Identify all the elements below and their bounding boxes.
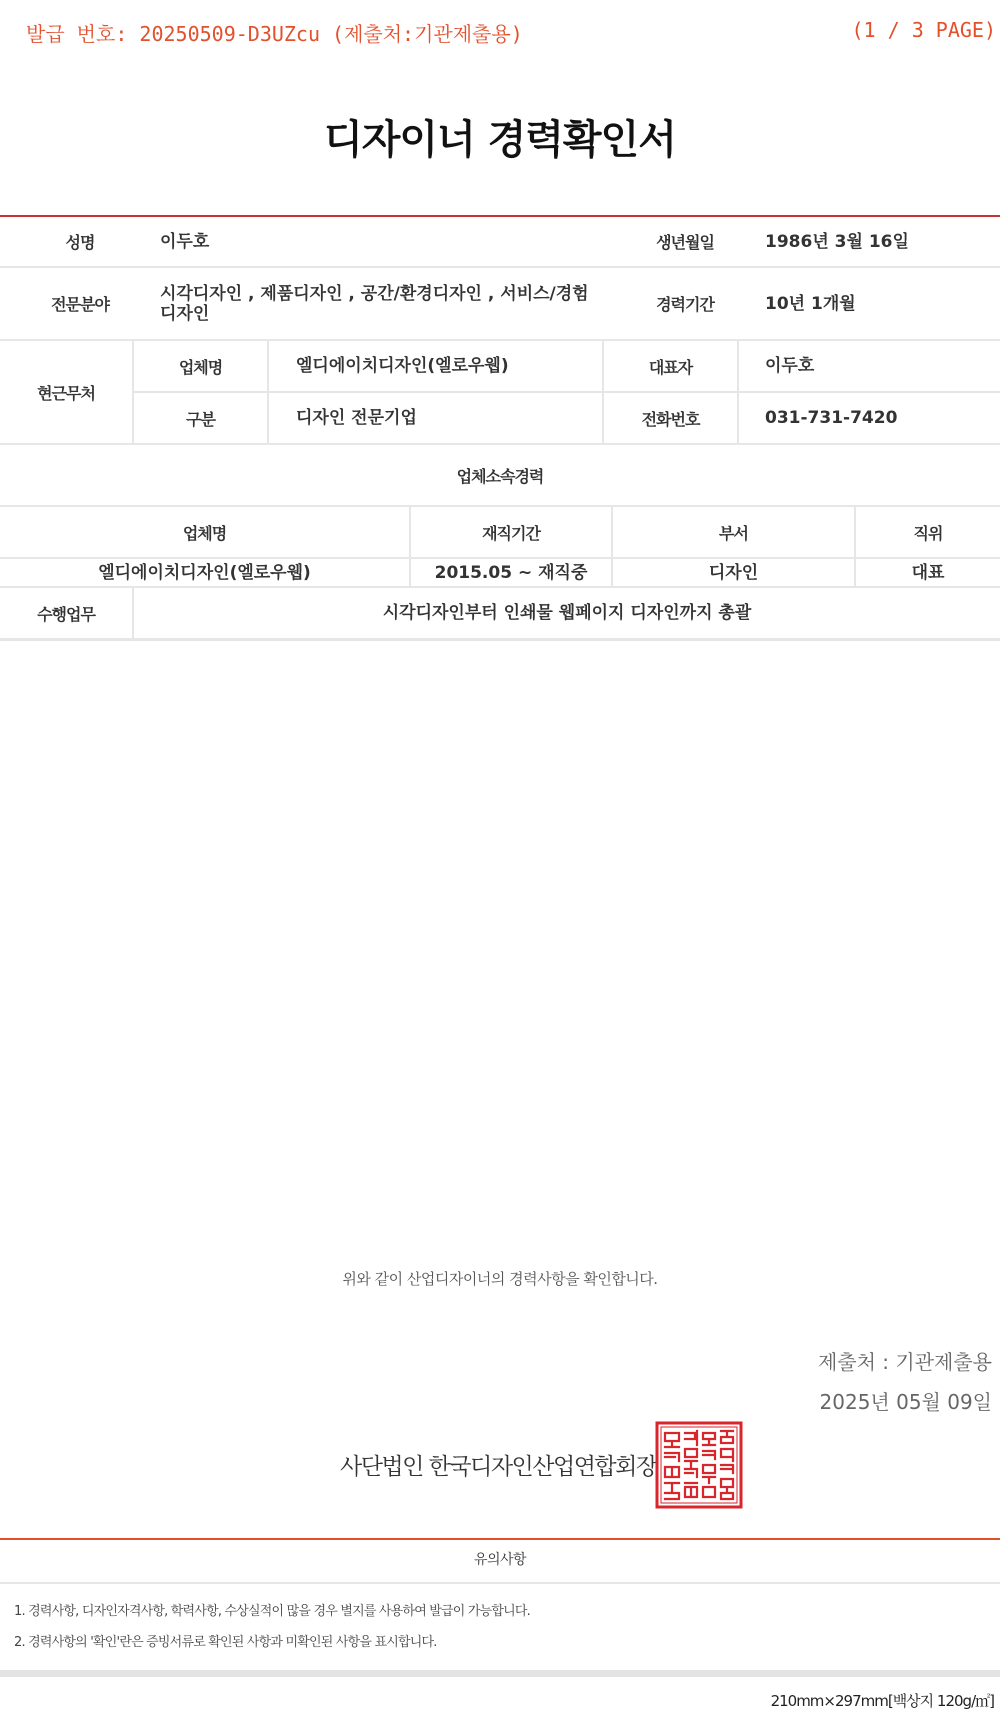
issue-date: 2025년 05월 09일 xyxy=(819,1390,992,1414)
header-bar xyxy=(0,18,1000,48)
issue-number: 발급 번호: 20250509-D3UZcu (제출처:기관제출용) xyxy=(26,22,523,46)
history-cell-company: 엘디에이치디자인(엘로우웹) xyxy=(98,562,311,583)
issuer-name: 사단법인 한국디자인산업연합회장 xyxy=(340,1454,657,1480)
phone-label: 전화번호 xyxy=(641,409,700,429)
company-value: 엘디에이치디자인(엘로우웹) xyxy=(296,356,509,376)
footer-bar xyxy=(0,1670,1000,1677)
career-value: 10년 1개월 xyxy=(765,293,856,314)
history-col-header: 업체명 xyxy=(182,523,227,543)
ceo-label: 대표자 xyxy=(648,357,693,377)
field-value: 시각디자인 , 제품디자인 , 공간/환경디자인 , 서비스/경험디자인 xyxy=(160,283,589,324)
phone-value: 031-731-7420 xyxy=(765,408,898,428)
page-indicator: (1 / 3 PAGE) xyxy=(851,18,996,42)
table-bottom-rule xyxy=(0,638,1000,641)
type-value: 디자인 전문기업 xyxy=(296,408,417,428)
submit-to: 제출처 : 기관제출용 xyxy=(817,1350,992,1374)
history-col-header: 부서 xyxy=(719,523,748,543)
history-cell-department: 디자인 xyxy=(708,562,759,583)
career-label: 경력기간 xyxy=(656,295,714,314)
duties-label: 수행업무 xyxy=(37,604,95,624)
col-divider xyxy=(737,340,739,444)
note-item: 1. 경력사항, 디자인자격사항, 학력사항, 수상실적이 많을 경우 별지를 사용하여 발급이 가능합니다. xyxy=(14,1604,531,1619)
official-seal-icon xyxy=(655,1421,743,1509)
type-label: 구분 xyxy=(186,409,215,429)
field-label: 전문분야 xyxy=(51,295,109,314)
paper-size: 210mm×297mm[백상지 120g/㎡] xyxy=(770,1692,994,1710)
history-cell-period: 2015.05 ~ 재직중 xyxy=(434,562,588,583)
notes-divider xyxy=(0,1582,1000,1584)
notes-title: 유의사항 xyxy=(473,1552,527,1568)
history-cell-position: 대표 xyxy=(911,562,945,583)
history-col-header: 재직기간 xyxy=(482,523,540,543)
name-label: 성명 xyxy=(65,233,95,252)
document-title: 디자이너 경력확인서 xyxy=(324,117,676,163)
name-value: 이두호 xyxy=(160,231,210,252)
ceo-value: 이두호 xyxy=(765,356,815,376)
company-label: 업체명 xyxy=(178,357,223,377)
birth-label: 생년월일 xyxy=(656,233,714,252)
history-title: 업체소속경력 xyxy=(456,466,544,486)
notes-top-rule xyxy=(0,1538,1000,1540)
birth-value: 1986년 3월 16일 xyxy=(765,231,909,252)
workplace-label: 현근무처 xyxy=(37,383,95,403)
note-item: 2. 경력사항의 '확인'란은 증빙서류로 확인된 사항과 미확인된 사항을 표시합니다. xyxy=(14,1635,437,1650)
confirmation-statement: 위와 같이 산업디자이너의 경력사항을 확인합니다. xyxy=(342,1270,658,1288)
duties-value: 시각디자인부터 인쇄물 웹페이지 디자인까지 총괄 xyxy=(382,603,752,623)
col-divider xyxy=(267,340,269,444)
history-col-header: 직위 xyxy=(913,523,943,543)
